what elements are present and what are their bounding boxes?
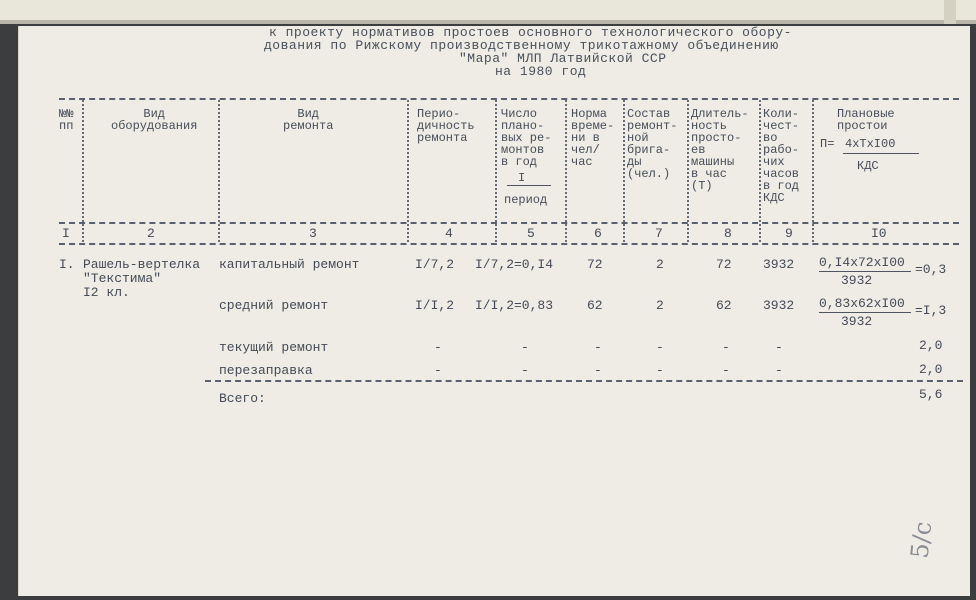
duration-value: -	[722, 363, 730, 378]
col-header-work-hours: Коли- чест- во рабо- чих часов в год КДС	[763, 107, 800, 205]
header-line-2: дования по Рижскому производственному трикотажному объединению	[264, 38, 779, 53]
total-rule	[205, 380, 963, 382]
calc-denominator: 3932	[841, 273, 873, 288]
formula-fraction-line	[843, 153, 919, 154]
team-value: 2	[656, 298, 664, 313]
calc-numerator: 0,I4x72xI00	[819, 255, 905, 270]
col-number-7: 7	[655, 226, 663, 241]
repairs-per-year-value: -	[521, 340, 529, 355]
formula-prefix: П=	[820, 137, 835, 151]
planned-downtime-result: =I,3	[915, 303, 947, 318]
duration-value: -	[722, 340, 730, 355]
periodicity-value: I/7,2	[415, 257, 455, 272]
duration-value: 62	[716, 298, 732, 313]
table-top-rule	[59, 98, 959, 100]
period-fraction-line	[507, 185, 551, 186]
col-header-duration: Длитель- ность просто- ев машины в час (Т)	[691, 107, 749, 193]
folder-tab	[944, 0, 956, 24]
repairs-per-year-value: I/7,2=0,I4	[475, 257, 554, 272]
equipment-name: Рашель-вертелка "Текстима" I2 кл.	[83, 257, 201, 300]
team-value: 2	[656, 257, 664, 272]
column-separator	[495, 100, 497, 242]
calc-fraction-line	[819, 271, 911, 272]
col-header-planned-downtime: Плановые простои	[837, 107, 895, 133]
time-norm-value: -	[594, 340, 602, 355]
time-norm-value: 62	[587, 298, 603, 313]
previous-page-edge	[0, 0, 976, 24]
planned-downtime-result: =0,3	[915, 262, 947, 277]
periodicity-value: -	[434, 363, 442, 378]
work-hours-value: 3932	[763, 257, 795, 272]
col-header-repairs-per-year: Число плано- вых ре- монтов в год	[501, 107, 552, 169]
column-separator	[812, 100, 814, 242]
col-header-number: №№ пп	[59, 107, 74, 133]
column-separator	[82, 100, 84, 242]
repair-type: текущий ремонт	[219, 340, 329, 355]
total-value: 5,6	[919, 387, 943, 402]
header-line-4: на 1980 год	[495, 64, 587, 79]
document-sheet	[18, 26, 970, 596]
col-number-1: I	[62, 226, 70, 241]
column-separator	[759, 100, 761, 242]
period-label: период	[504, 193, 548, 207]
formula-denominator: КДС	[857, 159, 879, 173]
formula-numerator: 4xTxI00	[845, 137, 896, 151]
repair-type: капитальный ремонт	[219, 257, 360, 272]
col-header-time-norm: Норма време- ни в чел/ час	[571, 107, 615, 169]
column-separator	[218, 100, 220, 242]
column-separator	[565, 100, 567, 242]
col-number-2: 2	[147, 226, 155, 241]
total-label: Всего:	[219, 391, 266, 406]
col-number-9: 9	[785, 226, 793, 241]
team-value: -	[656, 363, 664, 378]
header-bottom-rule	[59, 222, 959, 224]
col-header-equipment: Вид оборудования	[111, 107, 198, 133]
column-separator	[407, 100, 409, 242]
col-number-8: 8	[724, 226, 732, 241]
col-header-repair: Вид ремонта	[283, 107, 334, 133]
periodicity-value: -	[434, 340, 442, 355]
col-header-periodicity: Перио- дичность ремонта	[417, 107, 475, 145]
repair-type: перезаправка	[219, 363, 313, 378]
calc-numerator: 0,83x62xI00	[819, 296, 905, 311]
planned-downtime-result: 2,0	[919, 338, 943, 353]
work-hours-value: -	[775, 363, 783, 378]
pencil-margin-note: 5/c	[905, 520, 938, 560]
work-hours-value: -	[775, 340, 783, 355]
period-numerator: I	[518, 171, 526, 185]
time-norm-value: -	[594, 363, 602, 378]
column-separator	[623, 100, 625, 242]
calc-denominator: 3932	[841, 314, 873, 329]
header-line-1: к проекту нормативов простоев основного технологического обору-	[269, 25, 792, 40]
column-separator	[687, 100, 689, 242]
duration-value: 72	[716, 257, 732, 272]
planned-downtime-result: 2,0	[919, 362, 943, 377]
col-number-3: 3	[309, 226, 317, 241]
calc-fraction-line	[819, 312, 911, 313]
numbers-bottom-rule	[59, 243, 959, 245]
repair-type: средний ремонт	[219, 298, 329, 313]
col-number-5: 5	[527, 226, 535, 241]
col-header-team: Состав ремонт- ной брига- ды (чел.)	[627, 107, 678, 181]
time-norm-value: 72	[587, 257, 603, 272]
item-number: I.	[59, 257, 75, 272]
col-number-10: I0	[871, 226, 887, 241]
work-hours-value: 3932	[763, 298, 795, 313]
periodicity-value: I/I,2	[415, 298, 455, 313]
col-number-4: 4	[445, 226, 453, 241]
team-value: -	[656, 340, 664, 355]
repairs-per-year-value: I/I,2=0,83	[475, 298, 554, 313]
header-line-3: "Мара" МЛП Латвийской ССР	[459, 51, 667, 66]
col-number-6: 6	[594, 226, 602, 241]
repairs-per-year-value: -	[521, 363, 529, 378]
